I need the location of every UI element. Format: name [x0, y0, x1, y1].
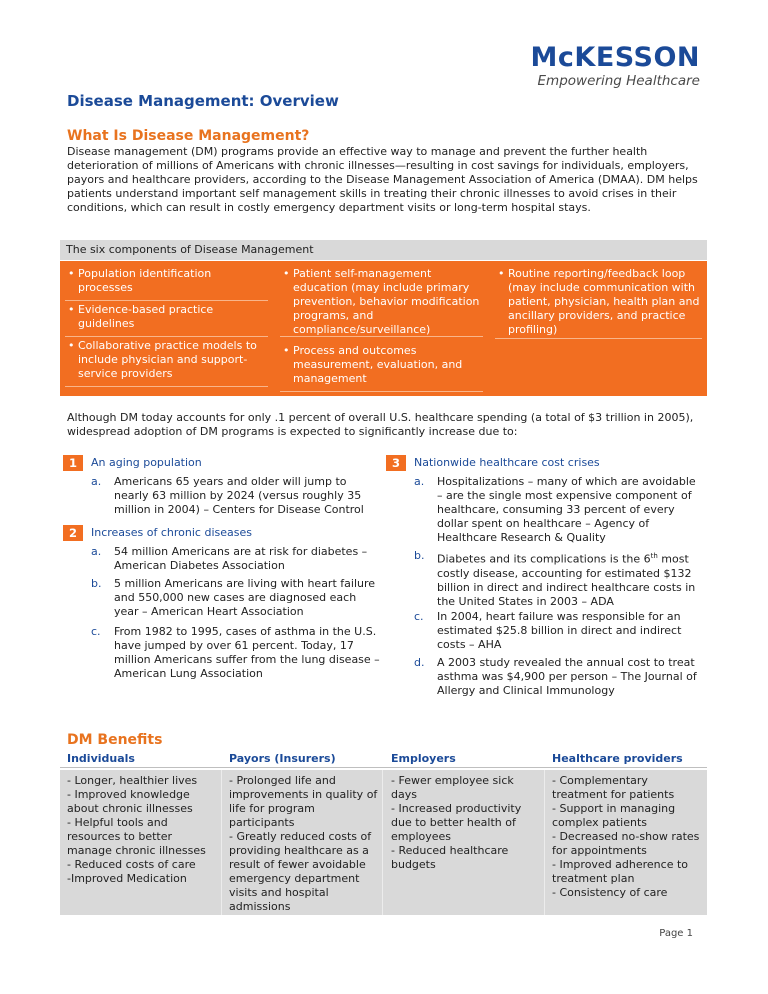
components-heading: The six components of Disease Management — [66, 243, 314, 256]
item-letter: c. — [414, 610, 424, 623]
item-text: Hospitalizations – many of which are avoidable – are the single most expensive component of healthcare, consuming 33 percent of every dollar spent on healthcare – Agency of Healthcare Research & Quality — [437, 475, 696, 544]
component-item: • Collaborative practice models to include physician and support-service providers — [65, 339, 268, 387]
component-item: • Process and outcomes measurement, evaluation, and management — [280, 344, 483, 392]
what-heading: What Is Disease Management? — [67, 128, 310, 144]
section-number: 1 — [63, 455, 83, 471]
benefits-providers: - Complementary treatment for patients - Support in managing complex patients - Decreased no-show rates for appointments - Improved adherence to treatment plan - Consistency of care — [552, 774, 700, 899]
item-letter: b. — [91, 577, 102, 590]
item-letter: c. — [91, 625, 101, 638]
col-divider — [382, 770, 383, 915]
item-text: In 2004, heart failure was responsible for an estimated $25.8 billion in direct and indirect costs – AHA — [437, 610, 682, 651]
section-number: 3 — [386, 455, 406, 471]
benefits-heading: DM Benefits — [67, 732, 163, 748]
benefits-divider — [60, 767, 707, 768]
components-box — [60, 261, 707, 396]
page-title: Disease Management: Overview — [67, 92, 339, 110]
mckesson-logo — [518, 44, 700, 92]
intro-paragraph: Disease management (DM) programs provide an effective way to manage and prevent the further health deterioration of millions of Americans with chronic illnesses—resulting in cost savings for individuals, employers, payors and healthcare providers, according to the Disease Management Association of America (DMAA). DM helps patients understand important self management skills in treating their chronic illnesses to avoid crises in their conditions, which can result in costly emergency department visits or long-term hospital stays. — [67, 145, 698, 214]
item-letter: d. — [414, 656, 425, 669]
item-text: 54 million Americans are at risk for diabetes – American Diabetes Association — [114, 545, 368, 572]
benefits-individuals: - Longer, healthier lives - Improved knowledge about chronic illnesses - Helpful tools and resources to better manage chronic illnesses - Reduced costs of care -Improved Medication — [67, 774, 206, 885]
benefits-col-head: Healthcare providers — [552, 752, 683, 765]
component-item: • Population identification processes — [65, 267, 268, 301]
logo-tagline: Empowering Healthcare — [537, 73, 700, 89]
benefits-employers: - Fewer employee sick days - Increased productivity due to better health of employees - Reduced healthcare budgets — [391, 774, 522, 871]
section-title: Nationwide healthcare cost crises — [414, 456, 600, 469]
item-text: Diabetes and its complications is the 6th most costly disease, accounting for estimated $132 billion in direct and indirect healthcare costs in the United States in 2003 – ADA — [437, 552, 696, 608]
item-letter: a. — [91, 545, 102, 558]
section-title: An aging population — [91, 456, 202, 469]
item-text: A 2003 study revealed the annual cost to treat asthma was $4,900 per person – The Journal of Allergy and Clinical Immunology — [437, 656, 697, 697]
col-divider — [544, 770, 545, 915]
item-letter: a. — [91, 475, 102, 488]
col-divider — [221, 770, 222, 915]
section-number: 2 — [63, 525, 83, 541]
item-text: 5 million Americans are living with heart failure and 550,000 new cases are diagnosed each year – American Heart Association — [114, 577, 376, 618]
benefits-payors: - Prolonged life and improvements in quality of life for program participants - Greatly reduced costs of providing healthcare as a result of fewer avoidable emergency department visits and hospital admissions — [229, 774, 378, 913]
benefits-col-head: Employers — [391, 752, 456, 765]
page-number: Page 1 — [659, 928, 693, 939]
although-paragraph: Although DM today accounts for only .1 percent of overall U.S. healthcare spending (a total of $3 trillion in 2005), widespread adoption of DM programs is expected to significantly increase due to: — [67, 411, 694, 438]
item-text: From 1982 to 1995, cases of asthma in the U.S. have jumped by over 61 percent. Today, 17 million Americans suffer from the lung disease – American Lung Association — [114, 625, 380, 680]
item-text: Americans 65 years and older will jump to nearly 63 million by 2024 (versus roughly 35 million in 2004) – Centers for Disease Control — [114, 475, 364, 516]
section-title: Increases of chronic diseases — [91, 526, 252, 539]
benefits-col-head: Payors (Insurers) — [229, 752, 336, 765]
logo-wordmark: McKESSON — [530, 42, 700, 73]
component-item: • Patient self-management education (may include primary prevention, behavior modification programs, and compliance/surveillance) — [280, 267, 483, 337]
item-letter: b. — [414, 549, 425, 562]
component-item: • Evidence-based practice guidelines — [65, 303, 268, 337]
item-letter: a. — [414, 475, 425, 488]
component-item: • Routine reporting/feedback loop (may include communication with patient, physician, health plan and ancillary providers, and practice profiling) — [495, 267, 702, 339]
components-header — [60, 240, 707, 260]
benefits-col-head: Individuals — [67, 752, 135, 765]
